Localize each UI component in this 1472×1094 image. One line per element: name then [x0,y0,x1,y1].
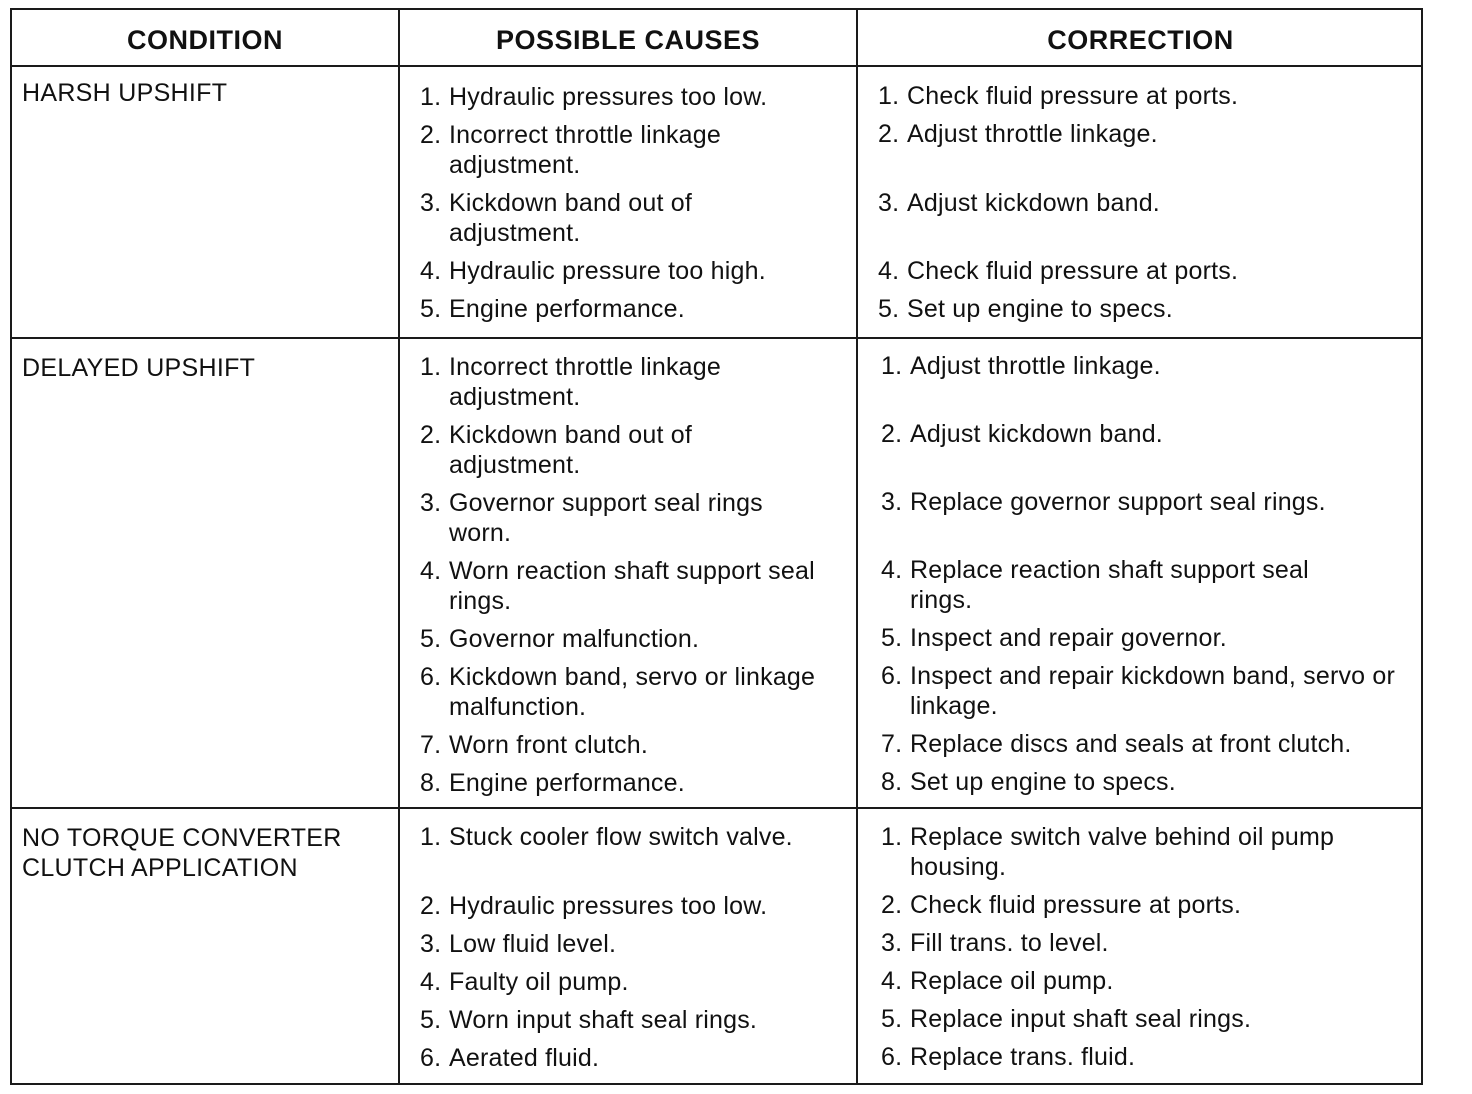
item-number: 1. [881,352,903,380]
condition-label: NO TORQUE CONVERTER CLUTCH APPLICATION [22,824,342,882]
item-number: 3. [878,189,900,217]
item-number: 1. [420,83,442,111]
item-text: Replace trans. fluid. [910,1043,1136,1071]
cause-item [420,624,850,654]
item-number: 1. [881,823,903,851]
item-number: 1. [878,82,900,110]
column-divider [398,10,400,1083]
item-text: Replace discs and seals at front clutch. [910,730,1352,758]
item-number: 2. [878,120,900,148]
item-number: 3. [420,489,442,517]
row-divider [12,65,1421,67]
item-number: 2. [420,121,442,149]
item-text: Incorrect throttle linkage adjustment. [449,353,721,411]
correction-item [881,890,1416,920]
item-text: Governor malfunction. [449,625,700,653]
item-number: 3. [881,488,903,516]
item-text: Adjust throttle linkage. [907,120,1158,148]
item-number: 5. [881,1005,903,1033]
cause-item [420,420,760,480]
cause-item [420,822,856,852]
item-number: 2. [420,421,442,449]
cause-item [420,294,850,324]
cause-item [420,662,856,722]
item-text: Low fluid level. [449,930,617,958]
item-text: Replace reaction shaft support seal rings. [910,556,1309,614]
item-number: 4. [881,556,903,584]
cause-item [420,929,856,959]
item-text: Incorrect throttle linkage adjustment. [449,121,721,179]
correction-item [881,487,1416,517]
item-number: 8. [881,768,903,796]
condition-label: HARSH UPSHIFT [22,79,228,107]
column-divider [856,10,858,1083]
correction-item [881,1042,1416,1072]
item-text: Worn front clutch. [449,731,649,759]
item-number: 5. [420,1006,442,1034]
cause-item [420,352,780,412]
correction-item [881,419,1416,449]
item-text: Check fluid pressure at ports. [907,257,1239,285]
item-number: 4. [881,967,903,995]
item-number: 1. [420,823,442,851]
correction-item [878,188,1413,218]
item-text: Set up engine to specs. [907,295,1173,323]
item-number: 4. [420,557,442,585]
item-number: 5. [878,295,900,323]
correction-item [881,729,1416,759]
cause-item [420,256,850,286]
cause-item [420,891,856,921]
item-number: 3. [420,930,442,958]
item-text: Replace input shaft seal rings. [910,1005,1252,1033]
cause-item [420,1043,856,1073]
item-number: 4. [420,257,442,285]
cause-item [420,82,850,112]
item-text: Adjust kickdown band. [910,420,1163,448]
item-number: 2. [420,892,442,920]
item-text: Worn reaction shaft support seal rings. [449,557,815,615]
correction-item [881,555,1351,615]
item-number: 7. [420,731,442,759]
item-text: Inspect and repair kickdown band, servo or linkage. [910,662,1396,720]
item-text: Faulty oil pump. [449,968,629,996]
row-divider [12,807,1421,809]
correction-item [881,966,1416,996]
item-number: 6. [881,1043,903,1071]
item-text: Hydraulic pressures too low. [449,83,768,111]
cause-item [420,768,850,798]
cause-item [420,556,856,616]
item-number: 3. [420,189,442,217]
item-number: 8. [420,769,442,797]
item-number: 6. [420,1044,442,1072]
item-number: 1. [420,353,442,381]
header-possible-causes: POSSIBLE CAUSES [495,25,761,55]
item-text: Check fluid pressure at ports. [910,891,1242,919]
item-number: 3. [881,929,903,957]
header-condition: CONDITION [127,25,283,55]
cause-item [420,488,820,548]
item-number: 6. [420,663,442,691]
item-text: Inspect and repair governor. [910,624,1227,652]
item-text: Replace governor support seal rings. [910,488,1326,516]
item-text: Kickdown band out of adjustment. [449,421,693,479]
item-text: Check fluid pressure at ports. [907,82,1239,110]
correction-item [881,767,1416,797]
cause-item [420,967,856,997]
item-number: 2. [881,891,903,919]
item-text: Adjust throttle linkage. [910,352,1161,380]
correction-item [881,661,1416,721]
item-text: Kickdown band out of adjustment. [449,189,693,247]
item-text: Worn input shaft seal rings. [449,1006,758,1034]
cause-item [420,730,850,760]
item-number: 5. [420,295,442,323]
item-number: 5. [881,624,903,652]
correction-item [881,1004,1416,1034]
condition-label: DELAYED UPSHIFT [22,354,256,382]
item-text: Set up engine to specs. [910,768,1176,796]
item-text: Engine performance. [449,769,685,797]
correction-item [878,81,1413,111]
row-divider [12,337,1421,339]
item-number: 6. [881,662,903,690]
header-correction: CORRECTION [1047,25,1234,55]
cause-item [420,188,760,248]
item-text: Hydraulic pressure too high. [449,257,766,285]
item-number: 7. [881,730,903,758]
correction-item [878,294,1413,324]
item-number: 4. [420,968,442,996]
item-text: Fill trans. to level. [910,929,1109,957]
item-number: 2. [881,420,903,448]
correction-item [881,351,1416,381]
item-text: Hydraulic pressures too low. [449,892,768,920]
correction-item [881,623,1416,653]
item-text: Replace switch valve behind oil pump housing. [910,823,1335,881]
correction-item [881,822,1381,882]
correction-item [881,928,1416,958]
item-text: Stuck cooler flow switch valve. [449,823,793,851]
item-text: Kickdown band, servo or linkage malfunction. [449,663,816,721]
item-number: 4. [878,257,900,285]
cause-item [420,1005,856,1035]
cause-item [420,120,790,180]
item-number: 5. [420,625,442,653]
item-text: Aerated fluid. [449,1044,600,1072]
correction-item [878,256,1413,286]
item-text: Adjust kickdown band. [907,189,1160,217]
item-text: Engine performance. [449,295,685,323]
diagnosis-table [10,8,1423,1085]
correction-item [878,119,1413,149]
item-text: Governor support seal rings worn. [449,489,763,547]
item-text: Replace oil pump. [910,967,1114,995]
